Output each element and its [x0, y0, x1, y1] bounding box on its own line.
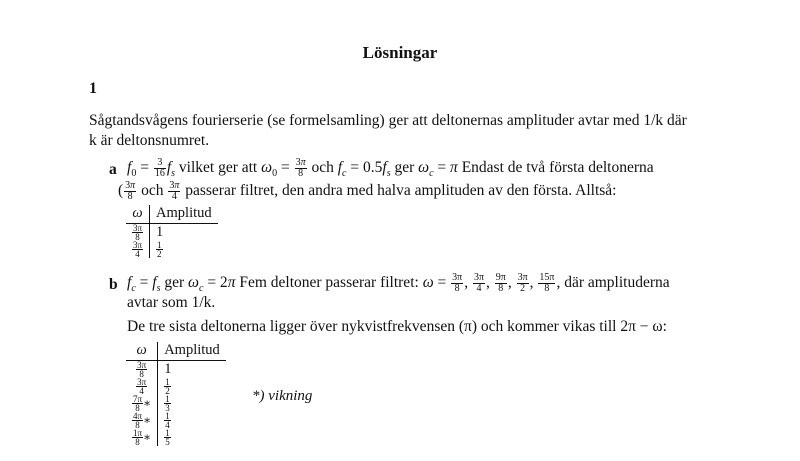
section-number: 1 [89, 80, 97, 97]
text-dar: , där amplituderna [556, 274, 670, 292]
part-b-label: b [109, 276, 118, 293]
text-och: och [311, 159, 334, 177]
table-row: $\frac{4\pi}{8}$ ∗ $\frac{1}{4}$ [126, 412, 226, 429]
amp-value: 1 [156, 224, 164, 240]
table-header-amplitude: Amplitud [164, 342, 220, 358]
fraction: $\frac{9\pi}{8}$ [495, 272, 506, 294]
text-ger: ger [394, 159, 415, 177]
fraction: $\frac{3\pi}{4}$ [473, 272, 485, 294]
fraction: $\frac{15\pi}{8}$ [539, 272, 555, 294]
page-title: Lösningar [362, 43, 438, 62]
text-ger: ger [164, 274, 185, 292]
text-rest-2: passerar filtret, den andra med halva amplituden av den första. Alltså: [185, 182, 617, 200]
text-vilket: vilket ger att [178, 159, 258, 177]
omega-den: 4 [135, 249, 140, 259]
part-b-paragraph: De tre sista deltonerna ligger över nykvistfrekvensen (π) och kommer vikas till 2π − ω: [127, 318, 667, 335]
part-a-label: a [109, 161, 117, 178]
part-a-line-1: $f_0$ = $\frac{3}{16}$ $f_s$ vilket ger att $\omega_0$ = $\frac{3\pi}{8}$ och $f_c = 0.5f_s$ ger $\omega_c = \pi$ Endast de två första deltonerna [127, 157, 654, 180]
table-row: $\frac{3\pi}{4}$ $\frac{1}{2}$ [126, 378, 226, 395]
table-row [126, 224, 218, 242]
fraction: $\frac{3}{16}$ [154, 157, 165, 179]
table-row [126, 241, 218, 258]
amp-den: 2 [157, 249, 162, 259]
amp-num: 1 [157, 240, 162, 250]
table-header-amplitude: Amplitud [156, 205, 212, 221]
intro-paragraph [89, 111, 729, 151]
table-a [126, 205, 218, 258]
omega-num: 3π [133, 223, 143, 233]
text-rest-1: Endast de två första deltonerna [461, 159, 654, 177]
table-header-omega: ω [126, 205, 150, 224]
part-b-line-2: avtar som 1/k. [127, 294, 216, 311]
vikning-note: *) vikning [252, 388, 313, 404]
table-row: $\frac{7\pi}{8}$ ∗ $\frac{1}{3}$ [126, 395, 226, 412]
intro-line-1: Sågtandsvågens fourierserie (se formelsamling) ger att deltonernas amplituder avtar med 1/k där [89, 112, 687, 129]
text-fem: Fem deltoner passerar filtret: [239, 274, 419, 292]
omega-num: 3π [133, 240, 143, 250]
table-b [126, 342, 226, 446]
fraction: $\frac{3\pi}{8}$ [295, 157, 306, 179]
table-row: $\frac{1\pi}{8}$ ∗ $\frac{1}{5}$ [126, 429, 226, 446]
fraction: $\frac{3\pi}{4}$ [169, 180, 180, 202]
part-a-line-2: ( $\frac{3\pi}{8}$ och $\frac{3\pi}{4}$ passerar filtret, den andra med halva amplituden av den första. Alltså: [118, 180, 617, 202]
fraction: $\frac{3\pi}{8}$ [452, 272, 463, 294]
fraction: $\frac{3\pi}{8}$ [125, 180, 136, 202]
amp-value: 1 [164, 361, 172, 377]
intro-line-2: k är deltonsnumret. [89, 132, 210, 149]
table-header-omega: ω [126, 342, 158, 361]
table-row: $\frac{3\pi}{8}$ 1 [126, 361, 226, 379]
omega-den: 8 [135, 232, 140, 242]
fraction: $\frac{3\pi}{2}$ [517, 272, 528, 294]
text-och-2: och [141, 182, 164, 200]
part-b-line-1: $f_c = f_s$ ger $\omega_c = 2\pi$ Fem deltoner passerar filtret: ω = $\frac{3\pi}{8}$ , $\frac{3\pi}{4}$ , $\frac{9\pi}{8}$ , $\frac{3\pi}{2}$ , $\frac{15\pi}{8}$ , där amplituderna [127, 272, 670, 295]
